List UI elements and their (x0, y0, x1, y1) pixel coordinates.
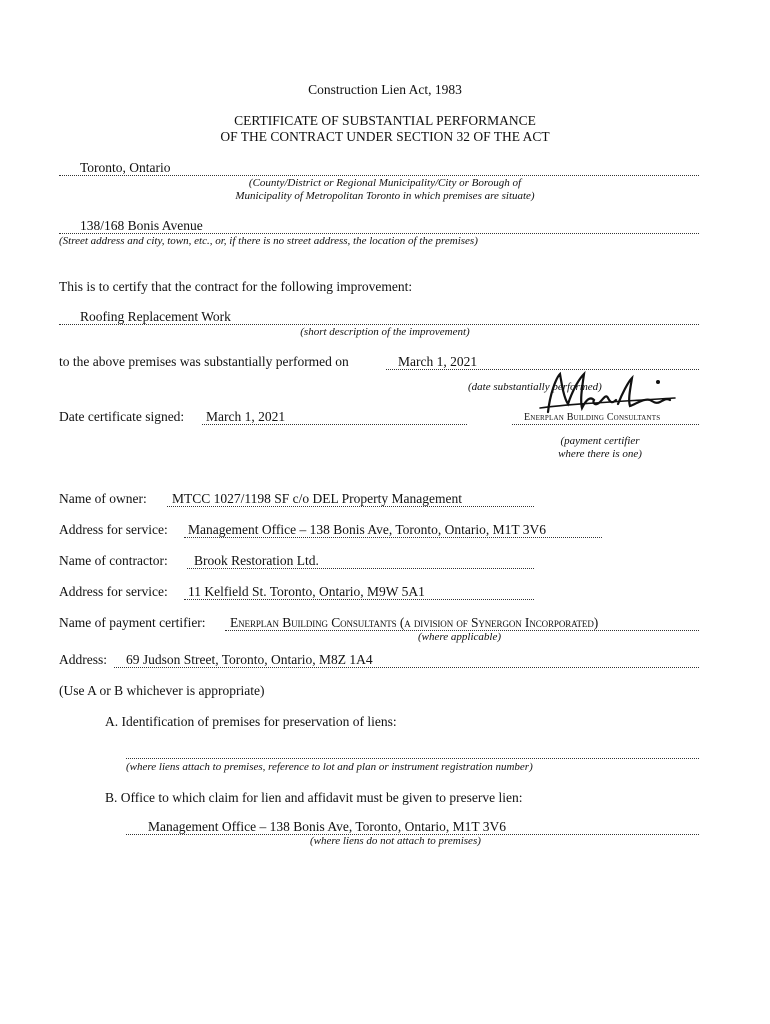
use-a-or-b: (Use A or B whichever is appropriate) (59, 683, 265, 698)
section-a-line (126, 758, 699, 759)
street-hint: (Street address and city, town, etc., or, if there is no street address, the location of the premises) (59, 235, 478, 247)
contractor-label: Name of contractor: (59, 553, 168, 568)
certifier-address-label: Address: (59, 652, 107, 667)
certifier-signature-line (512, 424, 699, 425)
section-a-hint: (where liens attach to premises, reference to lot and plan or instrument registration number) (126, 761, 533, 773)
act-title: Construction Lien Act, 1983 (308, 82, 462, 97)
contractor-address-value: 11 Kelfield St. Toronto, Ontario, M9W 5A1 (188, 584, 425, 599)
signed-value: March 1, 2021 (206, 409, 286, 424)
contractor-value: Brook Restoration Ltd. (194, 553, 319, 568)
payment-certifier-label: Name of payment certifier: (59, 615, 206, 630)
certifier-hint-line2: where there is one) (558, 448, 642, 460)
section-a-label: A. Identification of premises for preservation of liens: (105, 714, 397, 729)
location-value: Toronto, Ontario (80, 160, 171, 175)
performed-value: March 1, 2021 (398, 354, 478, 369)
owner-label: Name of owner: (59, 491, 147, 506)
section-b-label: B. Office to which claim for lien and affidavit must be given to preserve lien: (105, 790, 523, 805)
certifier-address-value: 69 Judson Street, Toronto, Ontario, M8Z 1A4 (126, 652, 373, 667)
location-hint-line1: (County/District or Regional Municipality/City or Borough of (248, 177, 522, 189)
performed-label: to the above premises was substantially performed on (59, 354, 349, 369)
street-value: 138/168 Bonis Avenue (80, 218, 203, 233)
signed-label: Date certificate signed: (59, 409, 185, 424)
location-hint-line2: Municipality of Metropolitan Toronto in which premises are situate) (235, 190, 535, 202)
improvement-value: Roofing Replacement Work (80, 309, 231, 324)
certifier-hint-line1: (payment certifier (560, 435, 640, 447)
certificate-title-line1: CERTIFICATE OF SUBSTANTIAL PERFORMANCE (234, 113, 536, 128)
payment-certifier-hint: (where applicable) (418, 631, 501, 643)
owner-address-value: Management Office – 138 Bonis Ave, Toronto, Ontario, M1T 3V6 (188, 522, 547, 537)
contractor-address-label: Address for service: (59, 584, 168, 599)
owner-value: MTCC 1027/1198 SF c/o DEL Property Management (172, 491, 462, 506)
payment-certifier-value: Enerplan Building Consultants (a division of Synergon Incorporated) (230, 615, 599, 630)
certify-text: This is to certify that the contract for the following improvement: (59, 279, 413, 294)
improvement-hint: (short description of the improvement) (300, 326, 470, 338)
owner-address-label: Address for service: (59, 522, 168, 537)
certifier-company: Enerplan Building Consultants (524, 412, 661, 423)
section-b-value: Management Office – 138 Bonis Ave, Toronto, Ontario, M1T 3V6 (148, 819, 507, 834)
performed-hint: (date substantially performed) (468, 381, 602, 393)
certificate-title-line2: OF THE CONTRACT UNDER SECTION 32 OF THE ACT (220, 129, 550, 144)
section-b-hint: (where liens do not attach to premises) (310, 835, 481, 847)
